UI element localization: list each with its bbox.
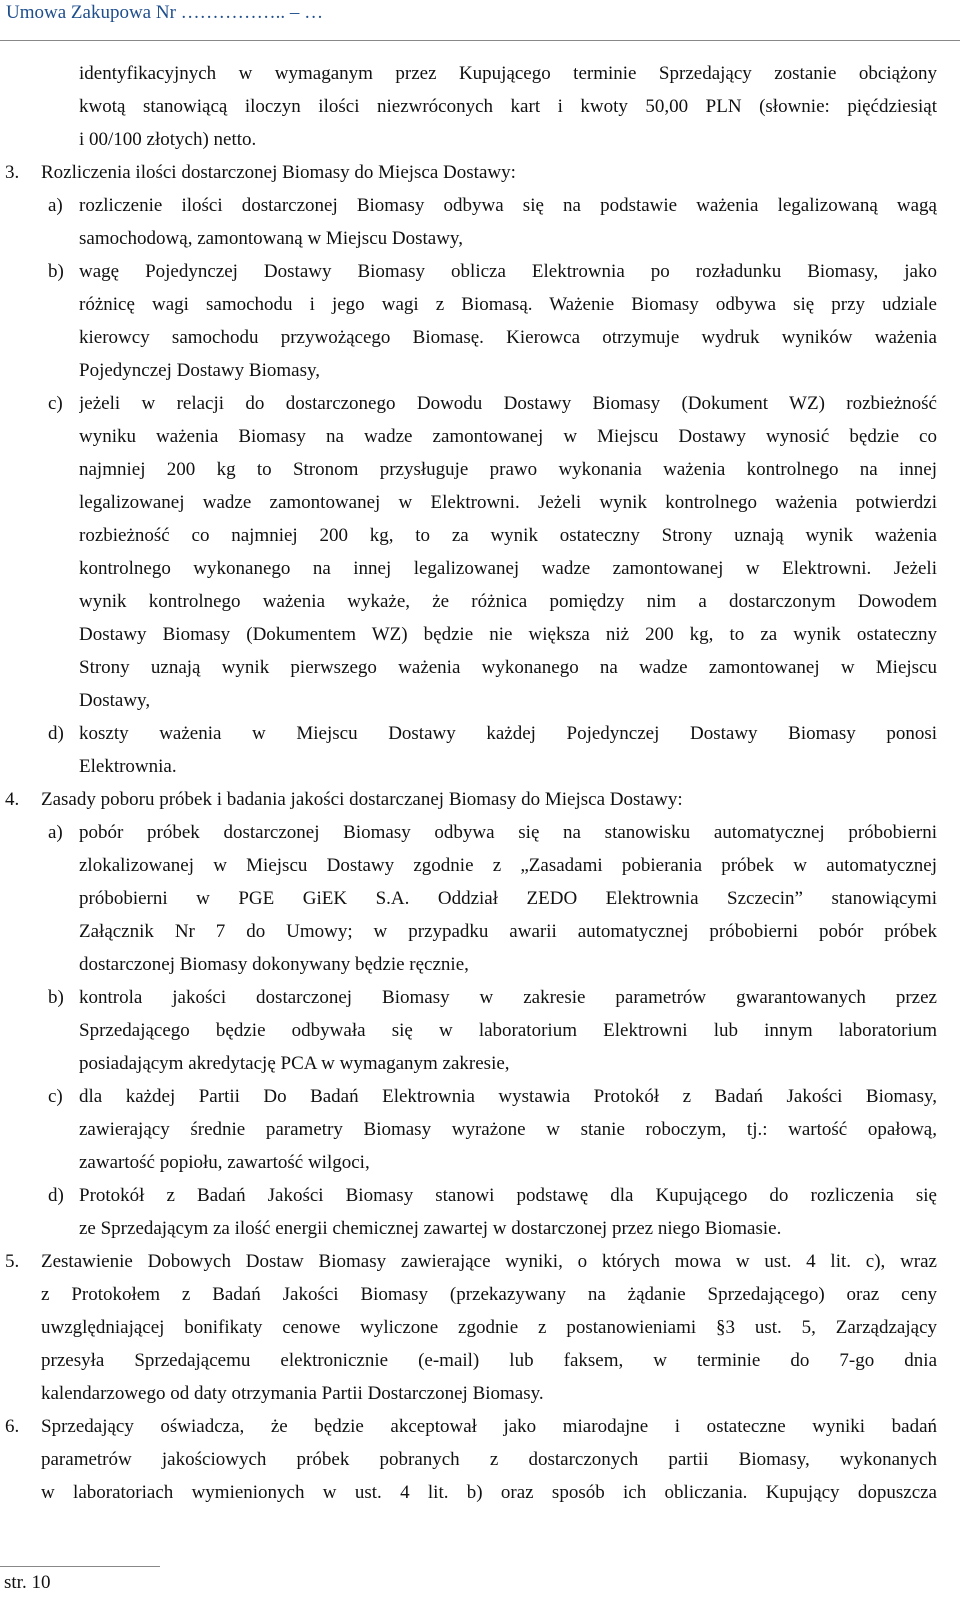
paragraph-line: samochodową, zamontowaną w Miejscu Dostawy, (79, 228, 463, 249)
item-label: c) (48, 1086, 63, 1107)
paragraph-line: ze Sprzedającym za ilość energii chemicznej zawartej w dostarczonej przez niego Biomasie. (79, 1218, 782, 1239)
paragraph-line: wynik kontrolnego ważenia wykaże, że różnica pomiędzy nim a dostarczonym Dowodem (79, 591, 937, 612)
item-label: a) (48, 195, 63, 216)
paragraph-line: jeżeli w relacji do dostarczonego Dowodu Dostawy Biomasy (Dokument WZ) rozbieżność (79, 393, 937, 414)
paragraph-line: różnicę wagi samochodu i jego wagi z Biomasą. Ważenie Biomasy odbywa się przy udziale (79, 294, 937, 315)
paragraph-line: rozliczenie ilości dostarczonej Biomasy odbywa się na podstawie ważenia legalizowaną wagą (79, 195, 937, 216)
paragraph-line: przesyła Sprzedającemu elektronicznie (e-mail) lub faksem, w terminie do 7-go dnia (41, 1350, 937, 1371)
section-title: Rozliczenia ilości dostarczonej Biomasy do Miejsca Dostawy: (41, 162, 516, 183)
item-label: d) (48, 723, 64, 744)
paragraph-line: Zestawienie Dobowych Dostaw Biomasy zawierające wyniki, o których mowa w ust. 4 lit. c), wraz (41, 1251, 937, 1272)
paragraph-line: najmniej 200 kg to Stronom przysługuje prawo wykonania ważenia kontrolnego na innej (79, 459, 937, 480)
paragraph-line: Pojedynczej Dostawy Biomasy, (79, 360, 320, 381)
item-label: d) (48, 1185, 64, 1206)
paragraph-line: w laboratoriach wymienionych w ust. 4 lit. b) oraz sposób ich obliczania. Kupujący dopuszcza (41, 1482, 937, 1503)
item-label: a) (48, 822, 63, 843)
paragraph-line: koszty ważenia w Miejscu Dostawy każdej Pojedynczej Dostawy Biomasy ponosi (79, 723, 937, 744)
paragraph-line: próbobierni w PGE GiEK S.A. Oddział ZEDO Elektrownia Szczecin” stanowiącymi (79, 888, 937, 909)
paragraph-line: kontrola jakości dostarczonej Biomasy w zakresie parametrów gwarantowanych przez (79, 987, 937, 1008)
document-header: Umowa Zakupowa Nr …………….. – … (6, 2, 324, 23)
paragraph-line: parametrów jakościowych próbek pobranych z dostarczonych partii Biomasy, wykonanych (41, 1449, 937, 1470)
paragraph-line: kierowcy samochodu przywożącego Biomasę. Kierowca otrzymuje wydruk wyników ważenia (79, 327, 937, 348)
page-number: str. 10 (4, 1572, 51, 1593)
paragraph-line: wyniku ważenia Biomasy na wadze zamontowanej w Miejscu Dostawy wynosić będzie co (79, 426, 937, 447)
paragraph-line: Dostawy, (79, 690, 151, 711)
section-number: 3. (5, 162, 20, 183)
section-number: 4. (5, 789, 20, 810)
paragraph-line: i 00/100 złotych) netto. (79, 129, 257, 150)
section-number: 5. (5, 1251, 20, 1272)
paragraph-line: kwotą stanowiącą iloczyn ilości niezwróconych kart i kwoty 50,00 PLN (słownie: pięćdziesiąt (79, 96, 937, 117)
paragraph-line: kalendarzowego od daty otrzymania Partii Dostarczonej Biomasy. (41, 1383, 544, 1404)
paragraph-line: dla każdej Partii Do Badań Elektrownia wystawia Protokół z Badań Jakości Biomasy, (79, 1086, 937, 1107)
footer-divider (0, 1566, 160, 1567)
paragraph-line: Elektrownia. (79, 756, 177, 777)
paragraph-line: zlokalizowanej w Miejscu Dostawy zgodnie z „Zasadami pobierania próbek w automatycznej (79, 855, 937, 876)
paragraph-line: z Protokołem z Badań Jakości Biomasy (przekazywany na żądanie Sprzedającego) oraz ceny (41, 1284, 937, 1305)
paragraph-line: dostarczonej Biomasy dokonywany będzie ręcznie, (79, 954, 469, 975)
item-label: b) (48, 987, 64, 1008)
paragraph-line: identyfikacyjnych w wymaganym przez Kupującego terminie Sprzedający zostanie obciążony (79, 63, 937, 84)
paragraph-line: Sprzedający oświadcza, że będzie akceptował jako miarodajne i ostateczne wyniki badań (41, 1416, 937, 1437)
paragraph-line: Dostawy Biomasy (Dokumentem WZ) będzie nie większa niż 200 kg, to za wynik ostateczny (79, 624, 937, 645)
paragraph-line: uwzględniającej bonifikaty cenowe wyliczone zgodnie z postanowieniami §3 ust. 5, Zarządzający (41, 1317, 937, 1338)
header-divider (0, 40, 960, 41)
paragraph-line: Załącznik Nr 7 do Umowy; w przypadku awarii automatycznej próbobierni pobór próbek (79, 921, 937, 942)
section-number: 6. (5, 1416, 20, 1437)
item-label: c) (48, 393, 63, 414)
paragraph-line: zawierający średnie parametry Biomasy wyrażone w stanie roboczym, tj.: wartość opałową, (79, 1119, 937, 1140)
paragraph-line: kontrolnego wykonanego na innej legalizowanej wadze zamontowanej w Elektrowni. Jeżeli (79, 558, 937, 579)
paragraph-line: rozbieżność co najmniej 200 kg, to za wynik ostateczny Strony uznają wynik ważenia (79, 525, 937, 546)
paragraph-line: Sprzedającego będzie odbywała się w laboratorium Elektrowni lub innym laboratorium (79, 1020, 937, 1041)
paragraph-line: wagę Pojedynczej Dostawy Biomasy oblicza Elektrownia po rozładunku Biomasy, jako (79, 261, 937, 282)
item-label: b) (48, 261, 64, 282)
section-title: Zasady poboru próbek i badania jakości dostarczanej Biomasy do Miejsca Dostawy: (41, 789, 683, 810)
paragraph-line: legalizowanej wadze zamontowanej w Elektrowni. Jeżeli wynik kontrolnego ważenia potwierdzi (79, 492, 937, 513)
paragraph-line: pobór próbek dostarczonej Biomasy odbywa się na stanowisku automatycznej próbobierni (79, 822, 937, 843)
paragraph-line: Protokół z Badań Jakości Biomasy stanowi podstawę dla Kupującego do rozliczenia się (79, 1185, 937, 1206)
paragraph-line: Strony uznają wynik pierwszego ważenia wykonanego na wadze zamontowanej w Miejscu (79, 657, 937, 678)
paragraph-line: posiadającym akredytację PCA w wymaganym zakresie, (79, 1053, 510, 1074)
paragraph-line: zawartość popiołu, zawartość wilgoci, (79, 1152, 370, 1173)
